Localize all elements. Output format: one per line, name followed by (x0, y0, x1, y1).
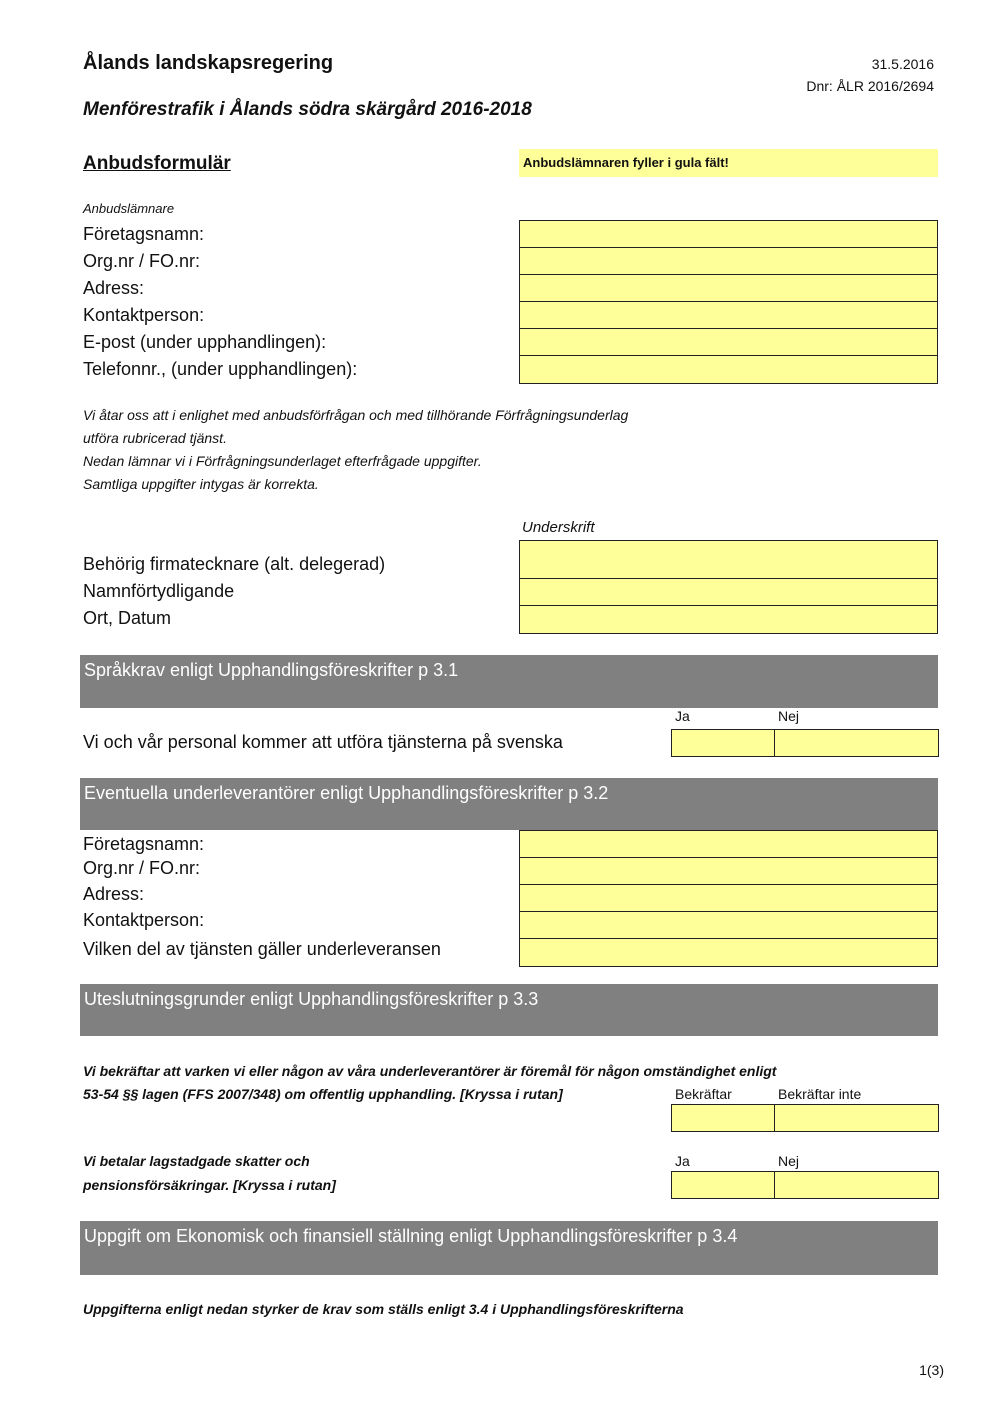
language-no-header: Nej (778, 708, 800, 724)
signature-field[interactable] (520, 541, 937, 579)
exclusion-statement-line2: 53-54 §§ lagen (FFS 2007/348) om offentlig upphandling. [Kryssa i rutan] (83, 1086, 563, 1102)
signature-caption: Underskrift (522, 519, 595, 536)
bidder-contact-label: Kontaktperson: (83, 305, 205, 325)
name-clarification-label: Namnförtydligande (83, 581, 235, 601)
declaration-text (83, 404, 628, 496)
bidder-caption: Anbudslämnare (83, 201, 175, 216)
bidder-phone-label: Telefonnr., (under upphandlingen): (83, 359, 358, 379)
bidder-phone-field[interactable] (520, 356, 937, 383)
exclusion-statement-line1: Vi bekräftar att varken vi eller någon av våra underleverantörer är föremål för någon omständighet enligt (83, 1063, 777, 1079)
place-date-field[interactable] (520, 606, 937, 633)
declaration-line: Nedan lämnar vi i Förfrågningsunderlaget efterfrågade uppgifter. (83, 453, 482, 469)
document-number: Dnr: ÅLR 2016/2694 (806, 78, 934, 94)
section-subcontractors: Eventuella underleverantörer enligt Upphandlingsföreskrifter p 3.2 (80, 778, 938, 830)
document-date: 31.5.2016 (871, 56, 934, 72)
bidder-fields (519, 220, 938, 384)
sub-orgnr-label: Org.nr / FO.nr: (83, 858, 201, 878)
bidder-company-field[interactable] (520, 221, 937, 248)
section-language: Språkkrav enligt Upphandlingsföreskrifter p 3.1 (80, 655, 938, 708)
bidder-email-field[interactable] (520, 329, 937, 356)
declaration-line: Vi åtar oss att i enlighet med anbudsförfrågan och med tillhörande Förfrågningsunderlag (83, 407, 629, 423)
sub-orgnr-field[interactable] (520, 858, 937, 885)
section-exclusion: Uteslutningsgrunder enligt Upphandlingsföreskrifter p 3.3 (80, 984, 938, 1036)
tax-no-header: Nej (778, 1153, 800, 1169)
sub-address-field[interactable] (520, 885, 937, 912)
form-heading: Anbudsformulär (83, 153, 231, 174)
sub-company-label: Företagsnamn: (83, 834, 205, 854)
bidder-orgnr-label: Org.nr / FO.nr: (83, 251, 201, 271)
document-subtitle: Menförestrafik i Ålands södra skärgård 2016-2018 (83, 99, 532, 120)
language-yes-box[interactable] (672, 730, 775, 756)
tax-yes-header: Ja (675, 1153, 690, 1169)
page-number: 1(3) (919, 1362, 944, 1378)
bidder-email-label: E-post (under upphandlingen): (83, 332, 327, 352)
exclusion-checkboxes (671, 1104, 939, 1132)
tax-statement-line2: pensionsförsäkringar. [Kryssa i rutan] (83, 1177, 336, 1193)
confirm-header: Bekräftar (675, 1086, 732, 1102)
sub-part-field[interactable] (520, 939, 937, 966)
tax-statement-line1: Vi betalar lagstadgade skatter och (83, 1153, 310, 1169)
confirm-box[interactable] (672, 1105, 775, 1131)
sub-company-field[interactable] (520, 831, 937, 858)
name-clarification-field[interactable] (520, 579, 937, 606)
sub-address-label: Adress: (83, 884, 145, 904)
declaration-line: Samtliga uppgifter intygas är korrekta. (83, 476, 319, 492)
yellow-field-hint: Anbudslämnaren fyller i gula fält! (519, 149, 938, 177)
language-checkboxes (671, 729, 939, 757)
place-date-label: Ort, Datum (83, 608, 172, 628)
financial-statement: Uppgifterna enligt nedan styrker de krav som ställs enligt 3.4 i Upphandlingsföreskrifterna (83, 1301, 684, 1317)
signatory-label: Behörig firmatecknare (alt. delegerad) (83, 554, 386, 574)
signature-fields (519, 540, 938, 634)
language-statement: Vi och vår personal kommer att utföra tjänsterna på svenska (83, 732, 563, 752)
not-confirm-box[interactable] (775, 1105, 938, 1131)
bidder-company-label: Företagsnamn: (83, 224, 205, 244)
sub-part-label: Vilken del av tjänsten gäller underleveransen (83, 939, 441, 959)
sub-contact-label: Kontaktperson: (83, 910, 205, 930)
not-confirm-header: Bekräftar inte (778, 1086, 862, 1102)
tax-checkboxes (671, 1171, 939, 1199)
organization-title: Ålands landskapsregering (83, 52, 334, 74)
bidder-orgnr-field[interactable] (520, 248, 937, 275)
bidder-address-field[interactable] (520, 275, 937, 302)
tax-yes-box[interactable] (672, 1172, 775, 1198)
bidder-contact-field[interactable] (520, 302, 937, 329)
language-no-box[interactable] (775, 730, 938, 756)
section-financial: Uppgift om Ekonomisk och finansiell ställning enligt Upphandlingsföreskrifter p 3.4 (80, 1221, 938, 1275)
declaration-line: utföra rubricerad tjänst. (83, 430, 227, 446)
language-yes-header: Ja (675, 708, 690, 724)
bidder-address-label: Adress: (83, 278, 145, 298)
subcontractor-fields (519, 830, 938, 967)
tax-no-box[interactable] (775, 1172, 938, 1198)
sub-contact-field[interactable] (520, 912, 937, 939)
